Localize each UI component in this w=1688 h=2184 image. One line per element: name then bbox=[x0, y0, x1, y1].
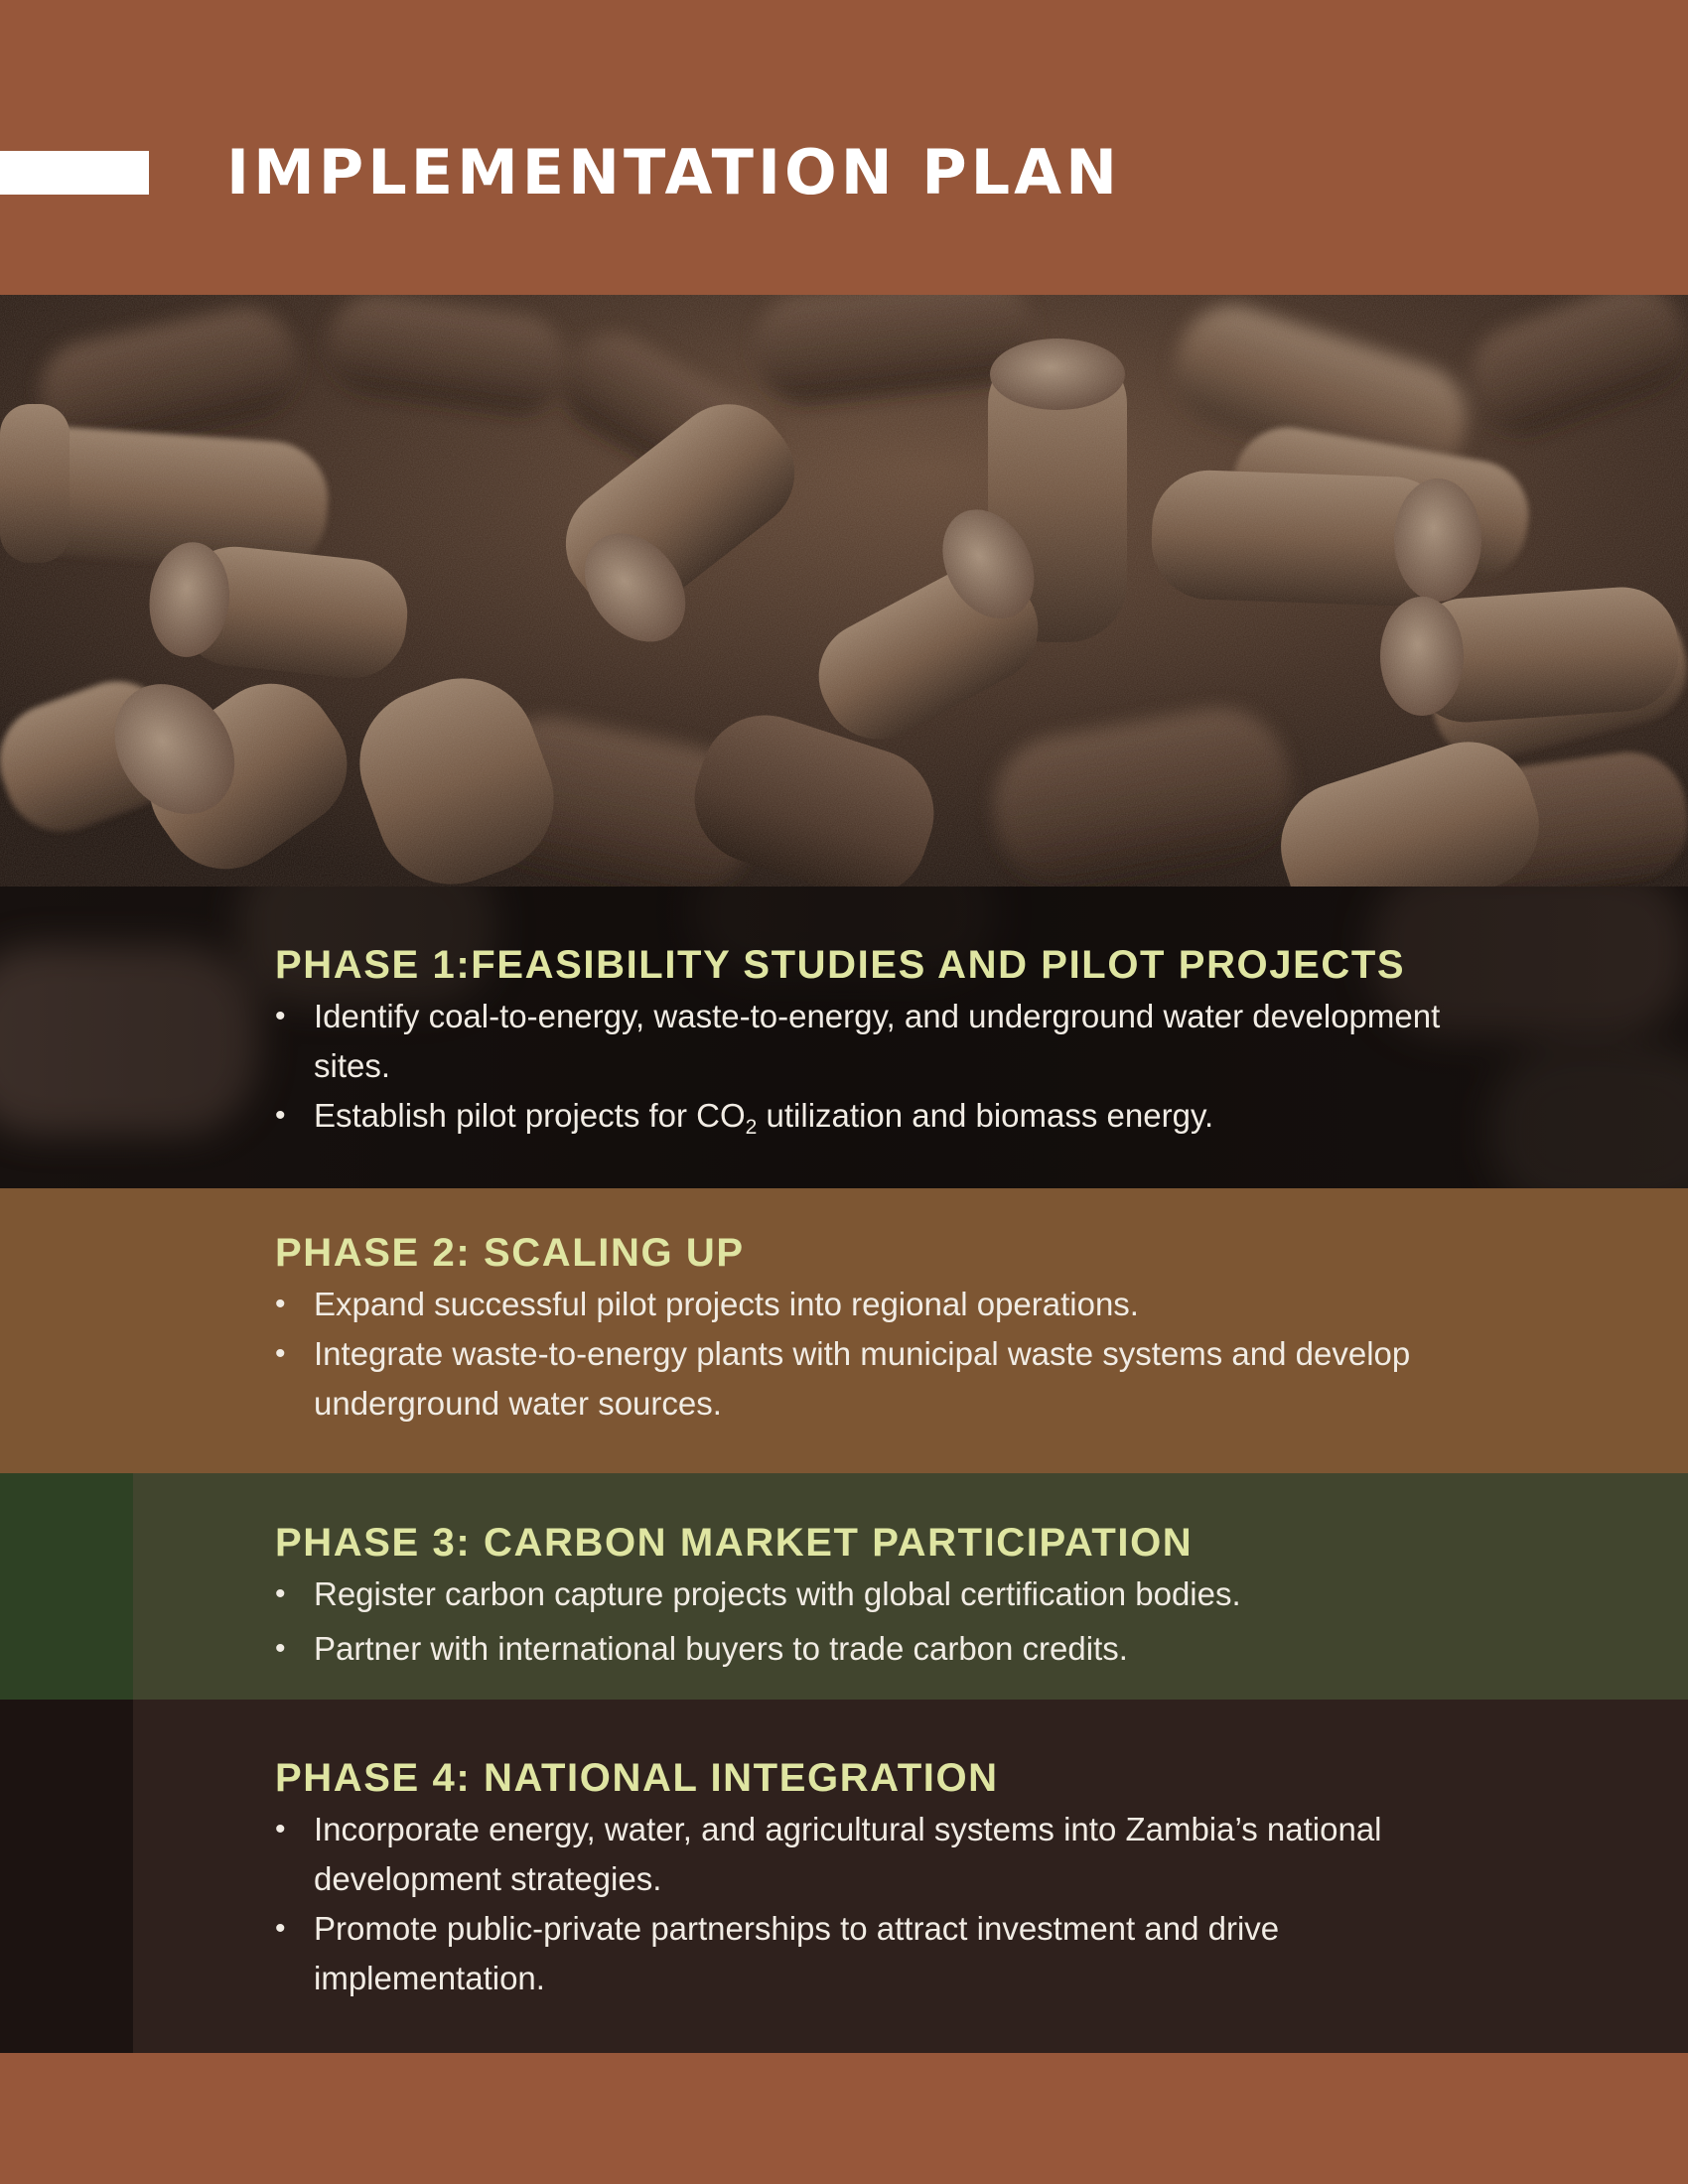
bullet-icon: • bbox=[275, 1813, 286, 1845]
phase-2-content bbox=[275, 1228, 1447, 1429]
bullet-icon: • bbox=[275, 1099, 286, 1132]
phase-1-section bbox=[0, 887, 1688, 1188]
header-accent-bar bbox=[0, 151, 149, 195]
bullet-icon: • bbox=[275, 1632, 286, 1665]
list-item bbox=[275, 1329, 1447, 1429]
bullet-icon: • bbox=[275, 1912, 286, 1945]
phase-1-bullets bbox=[275, 992, 1447, 1141]
bullet-icon: • bbox=[275, 1288, 286, 1320]
bullet-text: Partner with international buyers to trade carbon credits. bbox=[314, 1630, 1128, 1667]
hero-image-pellets bbox=[0, 295, 1688, 887]
bullet-text: Expand successful pilot projects into regional operations. bbox=[314, 1286, 1139, 1322]
bullet-text: Register carbon capture projects with global certification bodies. bbox=[314, 1575, 1241, 1612]
bullet-text: Identify coal-to-energy, waste-to-energy, and underground water development sites. bbox=[314, 998, 1441, 1084]
bullet-icon: • bbox=[275, 1577, 286, 1610]
list-item bbox=[275, 1904, 1447, 2003]
bullet-text: Incorporate energy, water, and agricultural systems into Zambia’s national development strategies. bbox=[314, 1811, 1382, 1897]
phase-1-content bbox=[275, 940, 1447, 1141]
bullet-text: Integrate waste-to-energy plants with municipal waste systems and develop underground water sources. bbox=[314, 1335, 1411, 1422]
bullet-icon: • bbox=[275, 1000, 286, 1032]
phase-2-section bbox=[0, 1188, 1688, 1473]
phase-3-bullets bbox=[275, 1570, 1447, 1674]
page-footer-band bbox=[0, 2053, 1688, 2184]
phase-2-title: PHASE 2: SCALING UP bbox=[275, 1231, 745, 1275]
bullet-text-after: utilization and biomass energy. bbox=[757, 1097, 1214, 1134]
list-item bbox=[275, 992, 1447, 1091]
list-item bbox=[275, 1091, 1447, 1141]
phase-3-section bbox=[0, 1473, 1688, 1700]
page-header bbox=[0, 0, 1688, 295]
phase-4-content bbox=[275, 1753, 1447, 2003]
list-item bbox=[275, 1624, 1447, 1674]
phase-3-accent-strip bbox=[0, 1473, 133, 1700]
list-item bbox=[275, 1570, 1447, 1619]
phase-3-content bbox=[275, 1518, 1447, 1674]
subscript-2: 2 bbox=[745, 1116, 758, 1139]
page-title: IMPLEMENTATION PLAN bbox=[226, 136, 1122, 208]
phase-1-title: PHASE 1:FEASIBILITY STUDIES AND PILOT PROJECTS bbox=[275, 943, 1406, 987]
bullet-icon: • bbox=[275, 1337, 286, 1370]
phase-4-section bbox=[0, 1700, 1688, 2053]
phase-4-accent-strip bbox=[0, 1700, 133, 2053]
phase-2-bullets bbox=[275, 1280, 1447, 1429]
bullet-text: Promote public-private partnerships to attract investment and drive implementation. bbox=[314, 1910, 1280, 1996]
phase-4-bullets bbox=[275, 1805, 1447, 2003]
phase-4-title: PHASE 4: NATIONAL INTEGRATION bbox=[275, 1756, 999, 1800]
bullet-text-before: Establish pilot projects for CO bbox=[314, 1097, 746, 1134]
phase-3-title: PHASE 3: CARBON MARKET PARTICIPATION bbox=[275, 1521, 1194, 1565]
list-item bbox=[275, 1805, 1447, 1904]
list-item bbox=[275, 1280, 1447, 1329]
pellets-illustration bbox=[0, 295, 1688, 887]
